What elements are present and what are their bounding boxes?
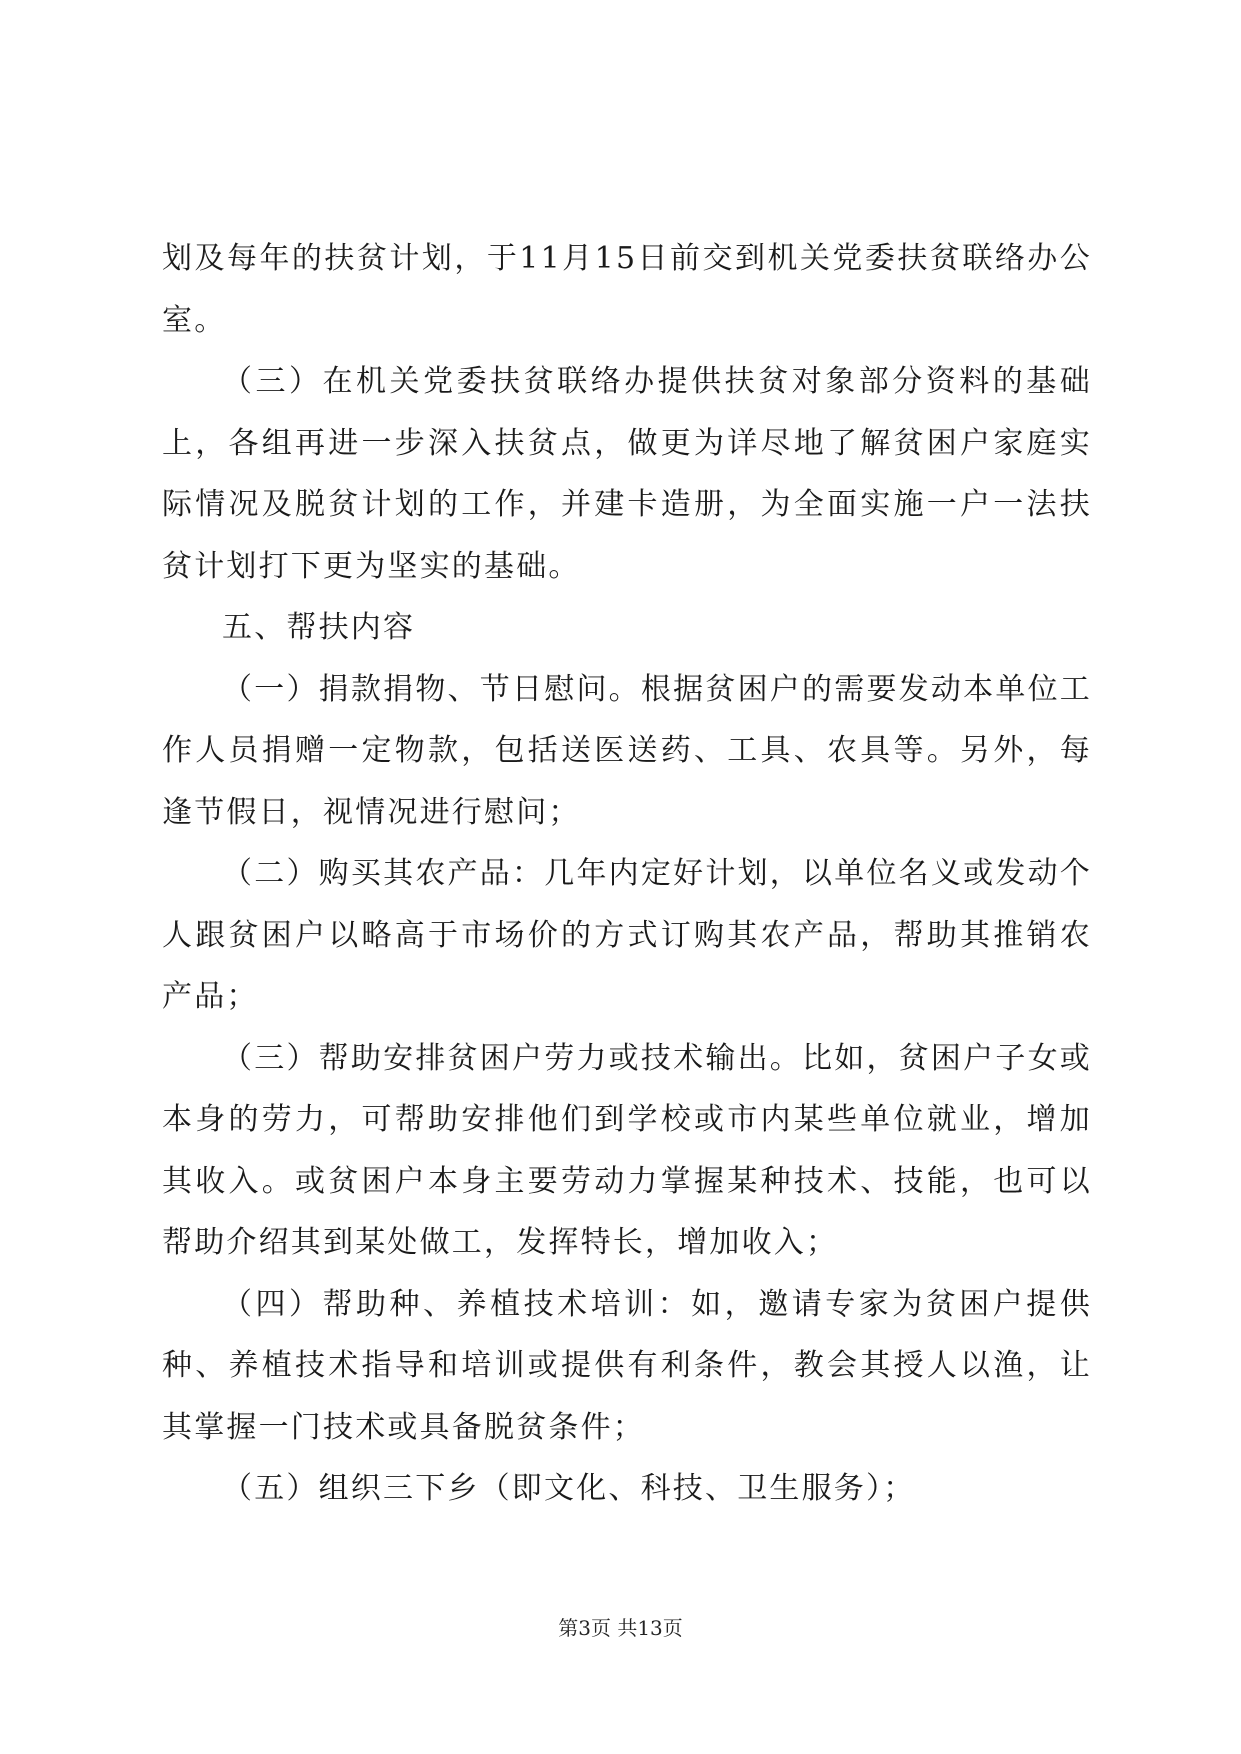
paragraph-continuation: 划及每年的扶贫计划，于11月15日前交到机关党委扶贫联络办公室。 bbox=[162, 241, 1092, 338]
paragraph-item-5: （五）组织三下乡（即文化、科技、卫生服务）； bbox=[222, 1471, 916, 1506]
document-body bbox=[162, 228, 1092, 1520]
page-footer: 第3页 共13页 bbox=[558, 1616, 683, 1640]
paragraph-item-3: （三）在机关党委扶贫联络办提供扶贫对象部分资料的基础上，各组再进一步深入扶贫点，做更为详尽地了解贫困户家庭实际情况及脱贫计划的工作，并建卡造册，为全面实施一户一法扶贫计划打下更为坚实的基础。 bbox=[162, 364, 1092, 584]
paragraph-item-1: （一）捐款捐物、节日慰问。根据贫困户的需要发动本单位工作人员捐赠一定物款，包括送医送药、工具、农具等。另外，每逢节假日，视情况进行慰问； bbox=[162, 671, 1092, 830]
paragraph-item-4: （四）帮助种、养植技术培训：如，邀请专家为贫困户提供种、养植技术指导和培训或提供有利条件，教会其授人以渔，让其掌握一门技术或具备脱贫条件； bbox=[162, 1286, 1092, 1445]
paragraph-item-2: （二）购买其农产品：几年内定好计划，以单位名义或发动个人跟贫困户以略高于市场价的方式订购其农产品，帮助其推销农产品； bbox=[162, 856, 1092, 1014]
section-heading-5: 五、帮扶内容 bbox=[222, 610, 416, 645]
paragraph-item-3-labor: （三）帮助安排贫困户劳力或技术输出。比如，贫困户子女或本身的劳力，可帮助安排他们到学校或市内某些单位就业，增加其收入。或贫困户本身主要劳动力掌握某种技术、技能，也可以帮助介绍其到某处做工，发挥特长，增加收入； bbox=[162, 1040, 1092, 1260]
